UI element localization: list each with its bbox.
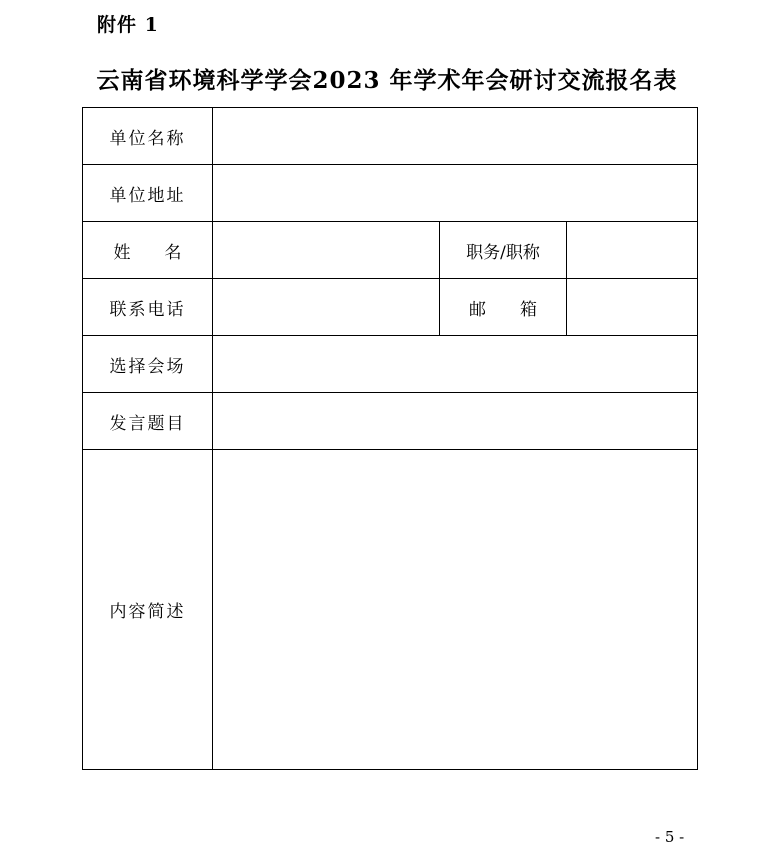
phone-label: 联系电话 (83, 279, 213, 336)
page-number: - 5 - (655, 828, 685, 846)
unit-name-label: 单位名称 (83, 108, 213, 165)
row-phone-email (83, 279, 698, 336)
row-unit-name (83, 108, 698, 165)
name-label-left: 姓 (113, 242, 131, 263)
row-summary (83, 450, 698, 770)
email-label-right: 箱 (520, 299, 537, 320)
unit-address-field[interactable] (213, 165, 698, 222)
unit-name-field[interactable] (213, 108, 698, 165)
position-field[interactable] (567, 222, 698, 279)
email-label-left: 邮 (469, 299, 486, 320)
topic-field[interactable] (213, 393, 698, 450)
attachment-label: 附件 1 (97, 14, 159, 36)
row-unit-address (83, 165, 698, 222)
summary-field[interactable] (213, 450, 698, 770)
unit-address-label: 单位地址 (83, 165, 213, 222)
phone-field[interactable] (213, 279, 440, 336)
form-title: 云南省环境科学学会2023 年学术年会研讨交流报名表 (96, 67, 678, 94)
topic-label: 发言题目 (83, 393, 213, 450)
email-field[interactable] (567, 279, 698, 336)
venue-field[interactable] (213, 336, 698, 393)
venue-label: 选择会场 (83, 336, 213, 393)
position-label: 职务/职称 (440, 222, 567, 279)
registration-form-table (82, 107, 698, 770)
name-label (83, 222, 213, 279)
row-topic (83, 393, 698, 450)
row-name-position (83, 222, 698, 279)
email-label (440, 279, 567, 336)
name-field[interactable] (213, 222, 440, 279)
summary-label: 内容简述 (83, 450, 213, 770)
row-venue (83, 336, 698, 393)
name-label-right: 名 (164, 242, 182, 263)
